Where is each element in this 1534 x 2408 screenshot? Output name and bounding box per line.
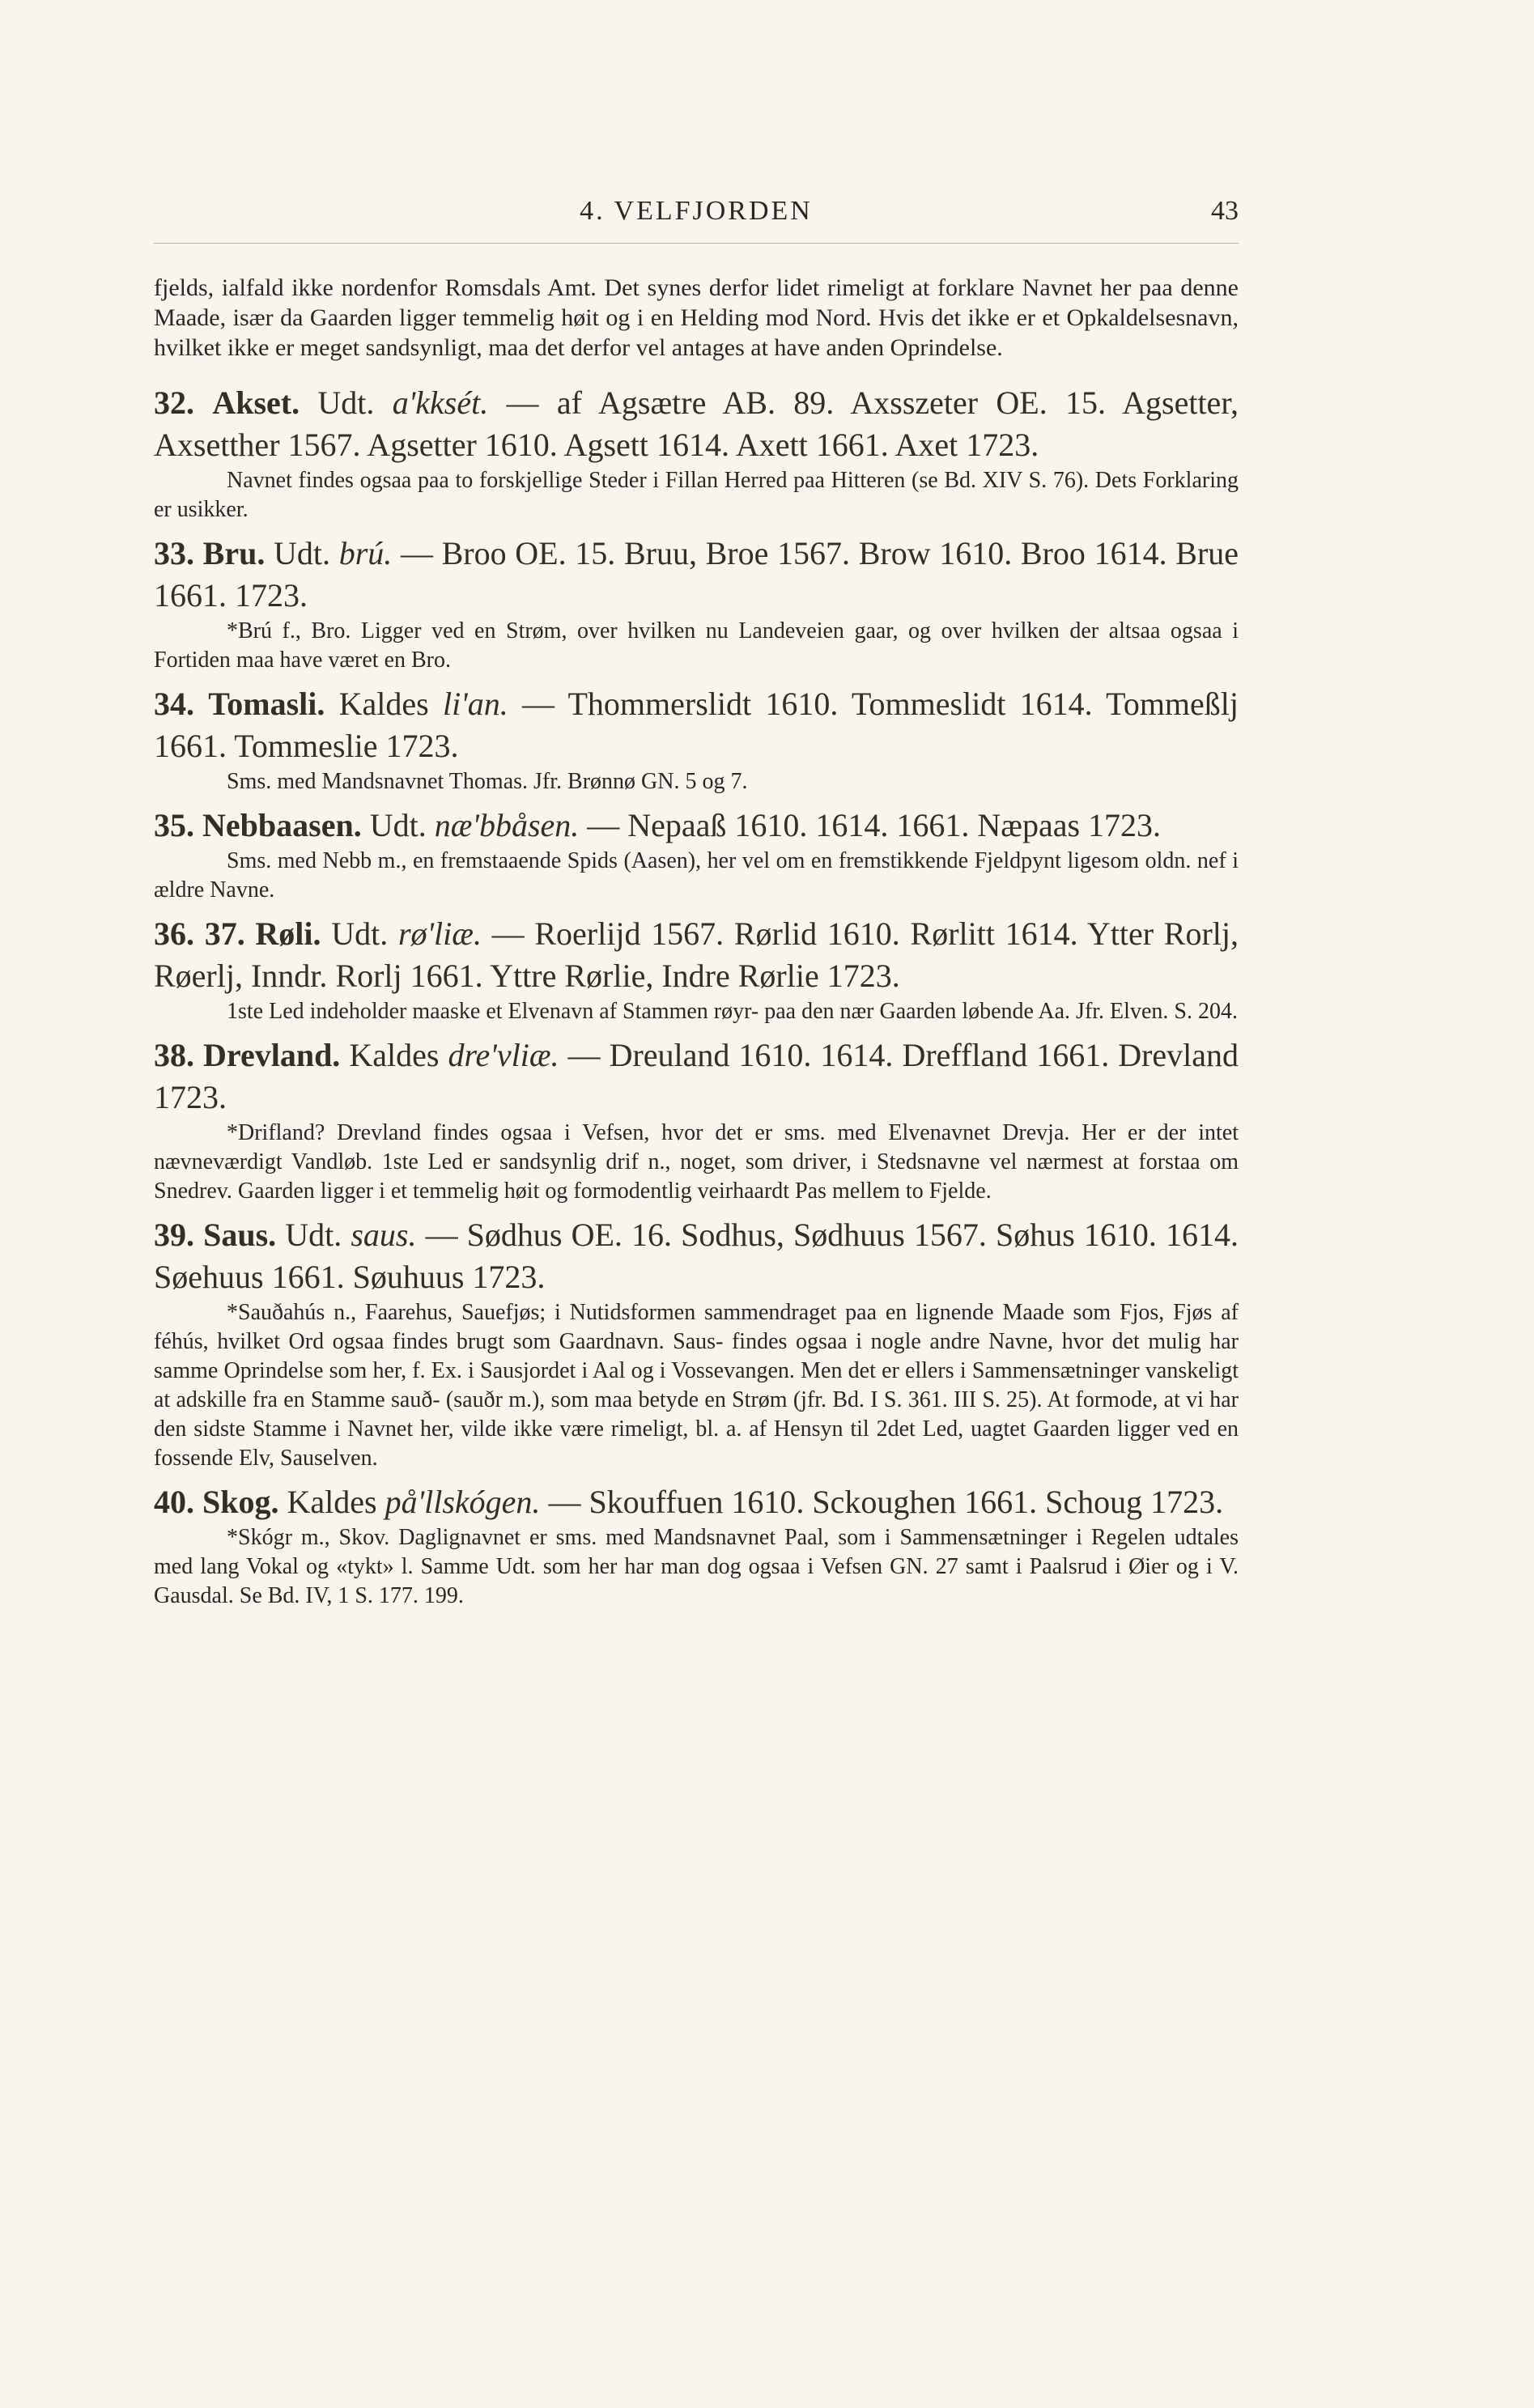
entry-heading <box>154 1034 1239 1119</box>
entry-38 <box>154 1034 1239 1206</box>
entry-pronunciation: a'kksét. <box>392 384 489 421</box>
entry-note: Sms. med Nebb m., en fremstaaende Spids (Aasen), her vel om en fremstikkende Fjeldpynt ligesom oldn. nef i ældre Navne. <box>154 848 1239 902</box>
entry-pronunciation: brú. <box>338 535 393 571</box>
entry-heading <box>154 1481 1239 1523</box>
entry-forms: — Sødhus OE. 16. Sodhus, Sødhuus 1567. Søhus 1610. 1614. Søehuus 1661. Søuhuus 1723. <box>154 1217 1239 1295</box>
entry-pronunciation: saus. <box>351 1217 417 1253</box>
entry-number: 40. <box>154 1484 194 1520</box>
entry-40 <box>154 1481 1239 1611</box>
entry-39 <box>154 1214 1239 1473</box>
entry-lead: Kaldes <box>338 686 429 722</box>
entry-number: 38. <box>154 1037 194 1073</box>
entry-33 <box>154 533 1239 675</box>
entry-note: *Brú f., Bro. Ligger ved en Strøm, over hvilken nu Landeveien gaar, og over hvilken der altsaa ogsaa i Fortiden maa have været en Bro. <box>154 618 1239 673</box>
entry-pronunciation: på'llskógen. <box>385 1484 541 1520</box>
entry-name: Akset. <box>212 384 300 421</box>
entry-forms: — Roerlijd 1567. Rørlid 1610. Rørlitt 1614. Ytter Rorlj, Røerlj, Inndr. Rorlj 1661. Yttre Rørlie, Indre Rørlie 1723. <box>154 915 1239 994</box>
entry-pronunciation: li'an. <box>442 686 508 722</box>
entry-name: Røli. <box>255 915 321 952</box>
entry-lead: Udt. <box>331 915 389 952</box>
entry-note: *Sauðahús n., Faarehus, Sauefjøs; i Nutidsformen sammendraget paa en lignende Maade som Fjos, Fjøs af féhús, hvilket Ord ogsaa findes brugt som Gaardnavn. Saus- findes ogsaa i nogle andre Navne, hvor det mulig har samme Oprindelse som her, f. Ex. i Sausjordet i Aal og i Vossevangen. Men det er ellers i Sammensætninger vanskeligt at adskille fra en Stamme sauð- (sauðr m.), som maa betyde en Strøm (jfr. Bd. I S. 361. III S. 25). At formode, at vi har den sidste Stamme i Navnet her, vilde ikke være rimeligt, bl. a. af Hensyn til 2det Led, uagtet Gaarden ligger ved en fossende Elv, Sauselven. <box>154 1300 1239 1471</box>
entry-forms: — af Agsætre AB. 89. Axsszeter OE. 15. Agsetter, Axsetther 1567. Agsetter 1610. Agsett 1614. Axett 1661. Axet 1723. <box>154 384 1239 463</box>
running-head <box>154 186 1239 244</box>
entry-heading <box>154 533 1239 617</box>
entry-lead: Udt. <box>274 535 331 571</box>
entry-lead: Udt. <box>285 1217 342 1253</box>
text-block <box>154 186 1239 1616</box>
entry-note: Sms. med Mandsnavnet Thomas. Jfr. Brønnø GN. 5 og 7. <box>227 769 748 794</box>
entry-pronunciation: næ'bbåsen. <box>434 807 580 843</box>
entry-number: 34. <box>154 686 194 722</box>
entry-forms: — Thommerslidt 1610. Tommeslidt 1614. Tommeßlj 1661. Tommeslie 1723. <box>154 686 1239 764</box>
entry-forms: — Dreuland 1610. 1614. Dreffland 1661. Drevland 1723. <box>154 1037 1239 1115</box>
entry-forms: — Skouffuen 1610. Sckoughen 1661. Schoug 1723. <box>548 1484 1224 1520</box>
entry-lead: Udt. <box>317 384 375 421</box>
entry-36-37 <box>154 913 1239 1026</box>
entry-34 <box>154 683 1239 796</box>
entry-note: *Drifland? Drevland findes ogsaa i Vefsen, hvor det er sms. med Elvenavnet Drevja. Her er der intet nævneværdigt Vandløb. 1ste Led er sandsynlig drif n., noget, som driver, i Stedsnavne vel nærmest at forstaa om Snedrev. Gaarden ligger i et temmelig høit og formodentlig veirhaardt Pas mellem to Fjelde. <box>154 1120 1239 1204</box>
entry-heading <box>154 913 1239 997</box>
entry-number: 36. 37. <box>154 915 245 952</box>
entry-note: 1ste Led indeholder maaske et Elvenavn af Stammen røyr- paa den nær Gaarden løbende Aa. Jfr. Elven. S. 204. <box>227 999 1238 1024</box>
entry-pronunciation: rø'liæ. <box>397 915 482 952</box>
entry-lead: Kaldes <box>349 1037 440 1073</box>
entry-forms: — Nepaaß 1610. 1614. 1661. Næpaas 1723. <box>587 807 1162 843</box>
entry-name: Tomasli. <box>208 686 325 722</box>
entry-note: Navnet findes ogsaa paa to forskjellige Steder i Fillan Herred paa Hitteren (se Bd. XIV S. 76). Dets Forklaring er usikker. <box>154 468 1239 522</box>
intro-paragraph: fjelds, ialfald ikke nordenfor Romsdals Amt. Det synes derfor lidet rimeligt at forklare Navnet her paa denne Maade, især da Gaarden ligger temmelig høit og i en Helding mod Nord. Hvis det ikke er et Opkaldelsesnavn, hvilket ikke er meget sandsynligt, maa det derfor vel antages at have anden Oprindelse. <box>154 274 1239 361</box>
entry-number: 32. <box>154 384 194 421</box>
entry-number: 33. <box>154 535 194 571</box>
entry-heading <box>154 805 1239 847</box>
entry-number: 39. <box>154 1217 194 1253</box>
entry-note: *Skógr m., Skov. Daglignavnet er sms. med Mandsnavnet Paal, som i Sammensætninger i Regelen udtales med lang Vokal og «tykt» l. Samme Udt. som her har man dog ogsaa i Vefsen GN. 27 samt i Paalsrud i Øier og i V. Gausdal. Se Bd. IV, 1 S. 177. 199. <box>154 1525 1239 1608</box>
entry-heading <box>154 683 1239 767</box>
entry-name: Skog. <box>202 1484 279 1520</box>
entry-heading <box>154 382 1239 466</box>
entry-number: 35. <box>154 807 194 843</box>
chapter-title: 4. VELFJORDEN <box>580 196 813 226</box>
entry-lead: Udt. <box>369 807 427 843</box>
entry-name: Saus. <box>203 1217 277 1253</box>
entry-heading <box>154 1214 1239 1298</box>
entry-forms: — Broo OE. 15. Bruu, Broe 1567. Brow 1610. Broo 1614. Brue 1661. 1723. <box>154 535 1239 614</box>
entry-name: Drevland. <box>203 1037 341 1073</box>
entry-name: Nebbaasen. <box>202 807 362 843</box>
entry-35 <box>154 805 1239 905</box>
page-number: 43 <box>1211 196 1239 226</box>
entry-name: Bru. <box>202 535 266 571</box>
entry-32 <box>154 382 1239 524</box>
entry-lead: Kaldes <box>287 1484 377 1520</box>
entry-pronunciation: dre'vliæ. <box>448 1037 559 1073</box>
